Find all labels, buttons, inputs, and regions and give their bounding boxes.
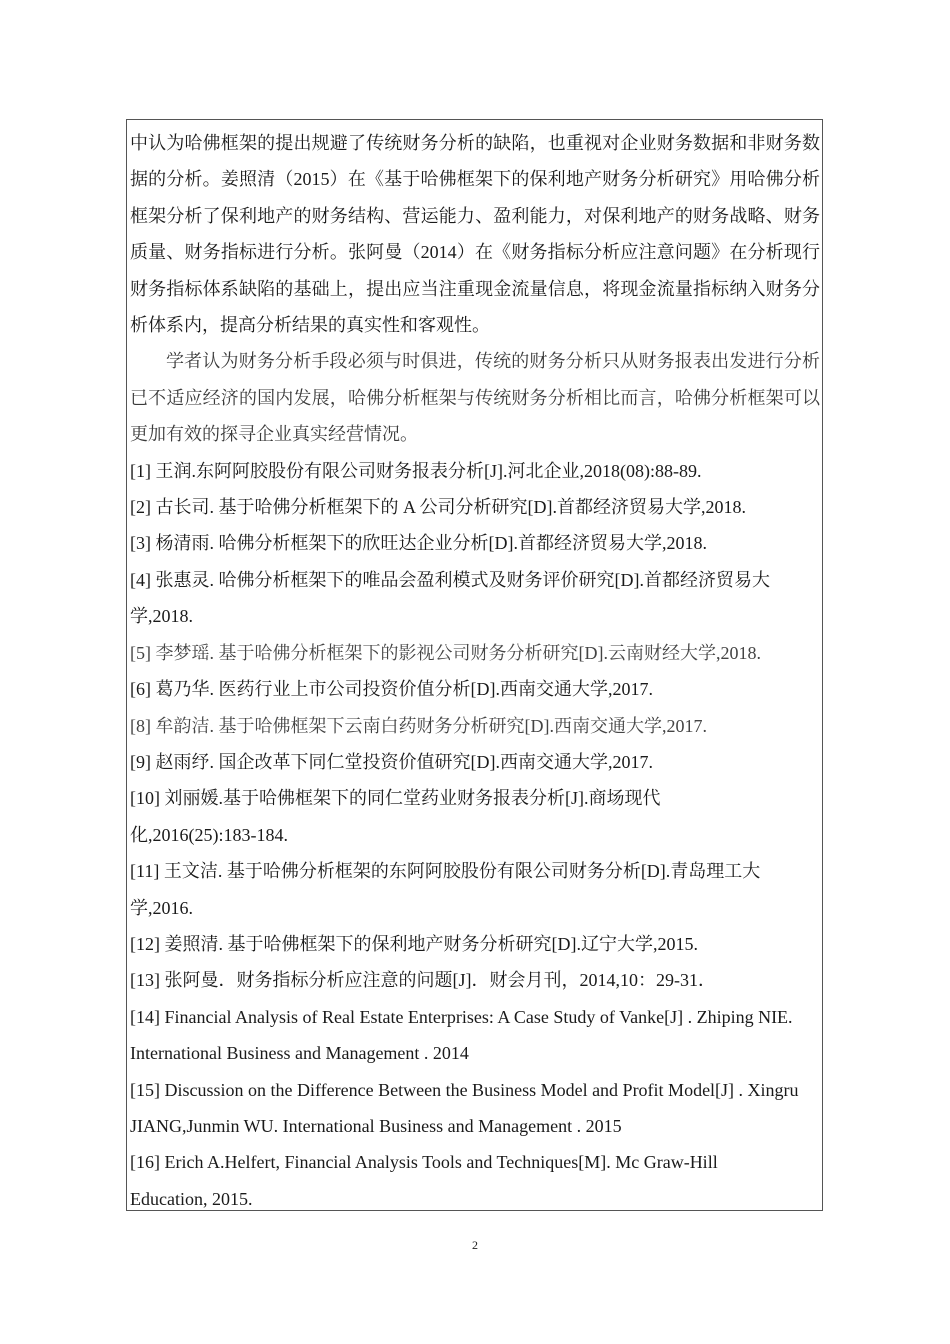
body-paragraph-2: 学者认为财务分析手段必须与时俱进，传统的财务分析只从财务报表出发进行分析已不适应经济的国内发展，哈佛分析框架与传统财务分析相比而言，哈佛分析框架可以更加有效的探寻企业真实经营情况。 <box>130 351 820 445</box>
reference-item: [2] 古长司. 基于哈佛分析框架下的 A 公司分析研究[D].首都经济贸易大学,2018. <box>130 497 746 518</box>
reference-item: [5] 李梦瑶. 基于哈佛分析框架下的影视公司财务分析研究[D].云南财经大学,2018. <box>130 642 761 663</box>
reference-item: [12] 姜照清. 基于哈佛框架下的保利地产财务分析研究[D].辽宁大学,2015. <box>130 933 698 954</box>
reference-item: [16] Erich A.Helfert, Financial Analysis Tools and Techniques[M]. Mc Graw-Hill Education, 2015. <box>130 1152 718 1209</box>
reference-item: [13] 张阿曼．财务指标分析应注意的问题[J]．财会月刊，2014,10：29-31． <box>130 970 716 991</box>
body-paragraph-1: 中认为哈佛框架的提出规避了传统财务分析的缺陷，也重视对企业财务数据和非财务数据的分析。姜照清（2015）在《基于哈佛框架下的保利地产财务分析研究》用哈佛分析框架分析了保利地产的财务结构、营运能力、盈利能力，对保利地产的财务战略、财务质量、财务指标进行分析。张阿曼（2014）在《财务指标分析应注意问题》在分析现行财务指标体系缺陷的基础上，提出应当注重现金流量信息，将现金流量指标纳入财务分析体系内，提高分析结果的真实性和客观性。 <box>130 133 820 336</box>
reference-item: [3] 杨清雨. 哈佛分析框架下的欣旺达企业分析[D].首都经济贸易大学,2018. <box>130 533 707 554</box>
reference-item: [9] 赵雨纾. 国企改革下同仁堂投资价值研究[D].西南交通大学,2017. <box>130 751 653 772</box>
page-content-box <box>126 119 823 1211</box>
page-number: 2 <box>472 1238 478 1252</box>
reference-list <box>130 453 820 1211</box>
reference-item: [4] 张惠灵. 哈佛分析框架下的唯品会盈利模式及财务评价研究[D].首都经济贸易大学,2018. <box>130 569 770 627</box>
reference-item: [15] Discussion on the Difference Between the Business Model and Profit Model[J] . Xingru JIANG,Junmin WU. International Business and Management . 2015 <box>130 1079 799 1136</box>
reference-item: [1] 王润.东阿阿胶股份有限公司财务报表分析[J].河北企业,2018(08):88-89. <box>130 460 702 481</box>
reference-item: [11] 王文洁. 基于哈佛分析框架的东阿阿胶股份有限公司财务分析[D].青岛理工大学,2016. <box>130 861 761 918</box>
reference-item: [6] 葛乃华. 医药行业上市公司投资价值分析[D].西南交通大学,2017. <box>130 679 653 700</box>
reference-item: [8] 牟韵洁. 基于哈佛框架下云南白药财务分析研究[D].西南交通大学,2017. <box>130 715 707 736</box>
reference-item: [14] Financial Analysis of Real Estate Enterprises: A Case Study of Vanke[J] . Zhiping NIE. International Business and Management . 2014 <box>130 1006 793 1064</box>
reference-item: [10] 刘丽媛.基于哈佛框架下的同仁堂药业财务报表分析[J].商场现代化,2016(25):183-184. <box>130 788 661 845</box>
